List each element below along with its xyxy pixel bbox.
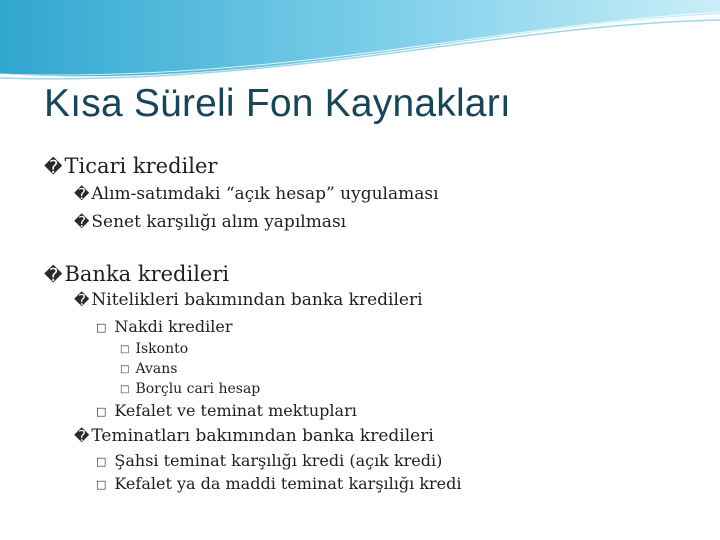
list-item-nitelikleri <box>74 292 423 309</box>
list-item-label: Alım-satımdaki “açık hesap” uygulaması <box>91 184 439 204</box>
list-item-avans <box>120 362 177 376</box>
list-item-sahsi-teminat <box>96 453 442 469</box>
list-item-nakdi-krediler <box>96 319 233 335</box>
list-item-label: Kefalet ve teminat mektupları <box>114 401 357 420</box>
small-square-box-icon: □ <box>96 455 107 468</box>
list-item-teminatlari <box>74 428 434 445</box>
list-item-acik-hesap <box>74 186 439 203</box>
missing-glyph-box-icon: � <box>74 213 90 231</box>
list-item-label: Ticari krediler <box>64 154 218 178</box>
small-square-box-icon: □ <box>96 321 107 334</box>
list-item-label: Borçlu cari hesap <box>135 381 261 397</box>
small-square-box-icon: □ <box>96 405 107 418</box>
list-item-senet <box>74 214 346 231</box>
missing-glyph-box-icon: � <box>74 427 90 445</box>
missing-glyph-box-icon: � <box>74 291 90 309</box>
list-item-label: Kefalet ya da maddi teminat karşılığı kredi <box>114 474 462 493</box>
list-item-ticari-krediler <box>44 156 217 177</box>
list-item-label: Nakdi krediler <box>114 317 233 336</box>
small-square-box-icon: □ <box>120 344 130 355</box>
small-square-box-icon: □ <box>120 364 130 375</box>
list-item-borclu-cari-hesap <box>120 382 260 396</box>
header-wave-decoration <box>0 0 720 90</box>
list-item-banka-kredileri <box>44 264 229 285</box>
list-item-iskonto <box>120 342 188 356</box>
small-square-box-icon: □ <box>120 384 130 395</box>
slide-title: Kısa Süreli Fon Kaynakları <box>44 82 511 125</box>
small-square-box-icon: □ <box>96 478 107 491</box>
list-item-label: Iskonto <box>135 341 189 357</box>
list-item-maddi-teminat <box>96 476 462 492</box>
missing-glyph-box-icon: � <box>74 185 90 203</box>
list-item-label: Teminatları bakımından banka kredileri <box>91 426 434 446</box>
list-item-label: Şahsi teminat karşılığı kredi (açık kredi) <box>114 451 443 470</box>
list-item-label: Avans <box>135 361 178 377</box>
list-item-kefalet-teminat-mektuplari <box>96 403 357 419</box>
missing-glyph-box-icon: � <box>44 157 63 178</box>
list-item-label: Nitelikleri bakımından banka kredileri <box>91 290 423 310</box>
list-item-label: Banka kredileri <box>64 262 230 286</box>
missing-glyph-box-icon: � <box>44 265 63 286</box>
list-item-label: Senet karşılığı alım yapılması <box>91 212 347 232</box>
